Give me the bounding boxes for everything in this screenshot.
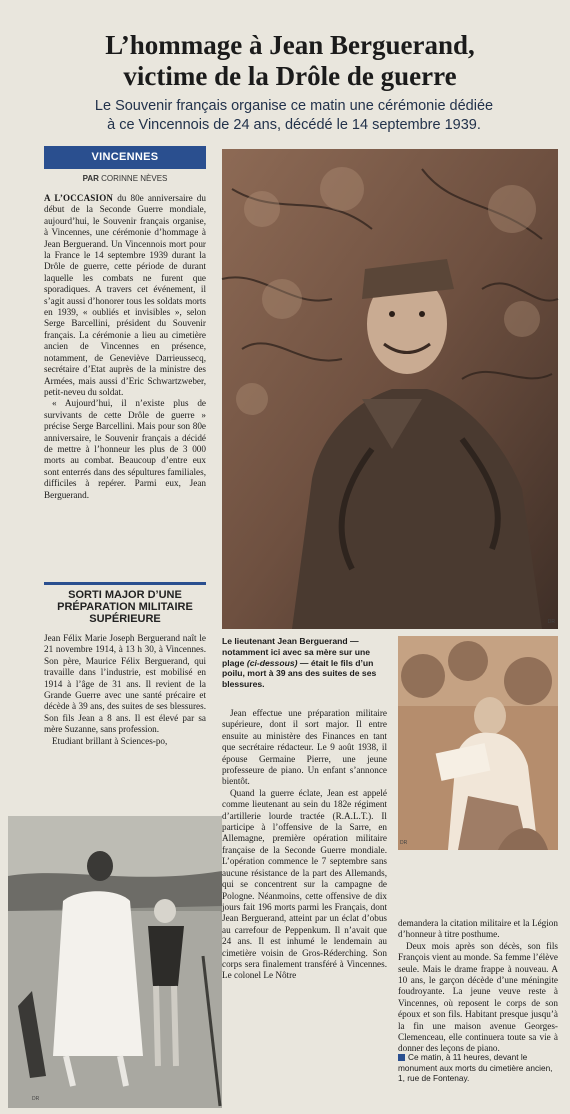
section-subhead: SORTI MAJOR D’UNE PRÉPARATION MILITAIRE SUPÉRIEURE [44, 582, 206, 625]
headline [30, 30, 550, 92]
info-box [398, 1052, 558, 1084]
paragraph-8: Deux mois après son décès, son fils François vient au monde. Sa femme l’élève seule. Mais le drame frappe à nouveau. A 10 ans, le garçon décède d’une méningite foudroyante. La jeune veuve reste à Vincennes, où reposent le corps de son époux et son fils. Habitant presque jusqu’à la fin une maison avenue Georges-Clemenceau, elle continuera toute sa vie à donner des leçons de piano. [398, 940, 558, 1054]
paragraph-1-text: du 80e anniversaire du début de la Seconde Guerre mondiale, aujourd’hui, le Souvenir français organise, à Vincennes, une cérémonie d’hommage à Jean Berguerand. Un Vincennois mort pour la France le 14 septembre 1939 durant la Drôle de guerre, cette période de durant laquelle les combats ne furent que sporadiques. A travers cet événement, il s’agit aussi d’honorer tous les soldats morts en 1939, « oubliés et invisibles », selon Serge Barcellini, président du Souvenir français. La cérémonie a lieu au cimetière ancien de Vincennes en présence, notamment, de Geneviève Darrieussecq, secrétaire d’Etat auprès de la ministre des Armées, mais aussi d’Eric Schwartzweber, petit-neveu du soldat. [44, 193, 206, 397]
standfirst-line-2: à ce Vincennois de 24 ans, décédé le 14 septembre 1939. [107, 117, 481, 133]
standfirst [44, 97, 544, 135]
article-column-1-bottom [44, 633, 206, 811]
headline-line-2: victime de la Drôle de guerre [123, 61, 457, 91]
paragraph-6: Quand la guerre éclate, Jean est appelé comme lieutenant au sein du 182e régiment d’artillerie lourde tractée (R.A.L.T.). Il participe à l’offensive de la Sarre, en Allemagne, première opération militaire française de la Seconde Guerre mondiale. L’opération commence le 7 septembre sans aucune résistance de la part des Allemands, qui se concentrent sur la campagne de Pologne. Néanmoins, cette offensive de dix jours fait 196 morts parmi les Français, dont Jean Berguerand, atteint par un éclat d’obus au carrefour de Peppenkum. Il n’avait que 24 ans. Il est inhumé le lendemain au cimetière voisin de Gros-Réderching. Son corps sera finalement transféré à Vincennes. Le colonel Le Nôtre [222, 787, 387, 981]
photo-credit: DR [547, 619, 555, 625]
article-column-2 [222, 708, 387, 1073]
bullet-square-icon [398, 1054, 405, 1061]
byline [44, 174, 206, 183]
paragraph-4: Etudiant brillant à Sciences-po, [52, 735, 168, 746]
photo-credit: DR [32, 1096, 40, 1102]
info-text: Ce matin, à 11 heures, devant le monument aux morts du cimetière ancien, 1, rue de Fontenay. [398, 1052, 553, 1083]
photo-credit: DR [400, 840, 408, 846]
standfirst-line-1: Le Souvenir français organise ce matin une cérémonie dédiée [94, 98, 494, 114]
paragraph-2: « Aujourd’hui, il n’existe plus de survivants de cette Drôle de guerre » précise Serge Barcellini. Mais pour son 80e anniversaire, le Souvenir français a décidé de mettre à l’honneur les plus de 3 000 morts au combat. Beaucoup d’entre eux sont enterrés dans des sépultures familiales, difficiles à repérer. Parmi eux, Jean Berguerand. [44, 398, 206, 500]
byline-author: CORINNE NÈVES [101, 174, 168, 183]
lead-in: A L’OCCASION [44, 193, 114, 203]
paragraph-5: Jean effectue une préparation militaire supérieure, dont il sort major. Il entre ensuite au ministère des Finances en tant que secrétaire rédacteur. Le 9 août 1938, il épouse Germaine Pierre, une jeune professeure de piano. Un enfant s’annonce bientôt. [222, 708, 387, 787]
reading-man-photo [398, 636, 558, 850]
article-column-3 [398, 918, 558, 1054]
headline-line-1: L’hommage à Jean Berguerand, [105, 30, 475, 60]
caption-italic: (ci-dessous) [244, 657, 298, 668]
soldier-portrait-photo [222, 149, 558, 629]
location-tag: VINCENNES [44, 146, 206, 169]
beach-mother-son-photo [8, 816, 222, 1108]
photo-caption [222, 636, 387, 690]
article-column-1-top [44, 193, 206, 575]
caption-end: — était le fils d’un poilu, mort à 39 ans des suites de ses blessures. [222, 657, 377, 690]
byline-prefix: PAR [82, 174, 99, 183]
paragraph-1 [44, 193, 206, 398]
caption-main: Le lieutenant Jean Berguerand — notamment ici avec sa mère sur une plage [222, 636, 371, 668]
paragraph-3: Jean Félix Marie Joseph Berguerand naît le 21 novembre 1914, à 13 h 30, à Vincennes. Son père, Maurice Félix Berguerand, qui travaille dans l’industrie, est mobilisé en 1914 à l’âge de 31 ans. Il revient de la Grande Guerre avec une santé précaire et décède à 39 ans, des suites de ses blessures. Son fils Jean a 8 ans. Il est élevé par sa mère Suzanne, sans profession. [44, 633, 206, 735]
paragraph-7: demandera la citation militaire et la Légion d’honneur à titre posthume. [398, 918, 558, 940]
